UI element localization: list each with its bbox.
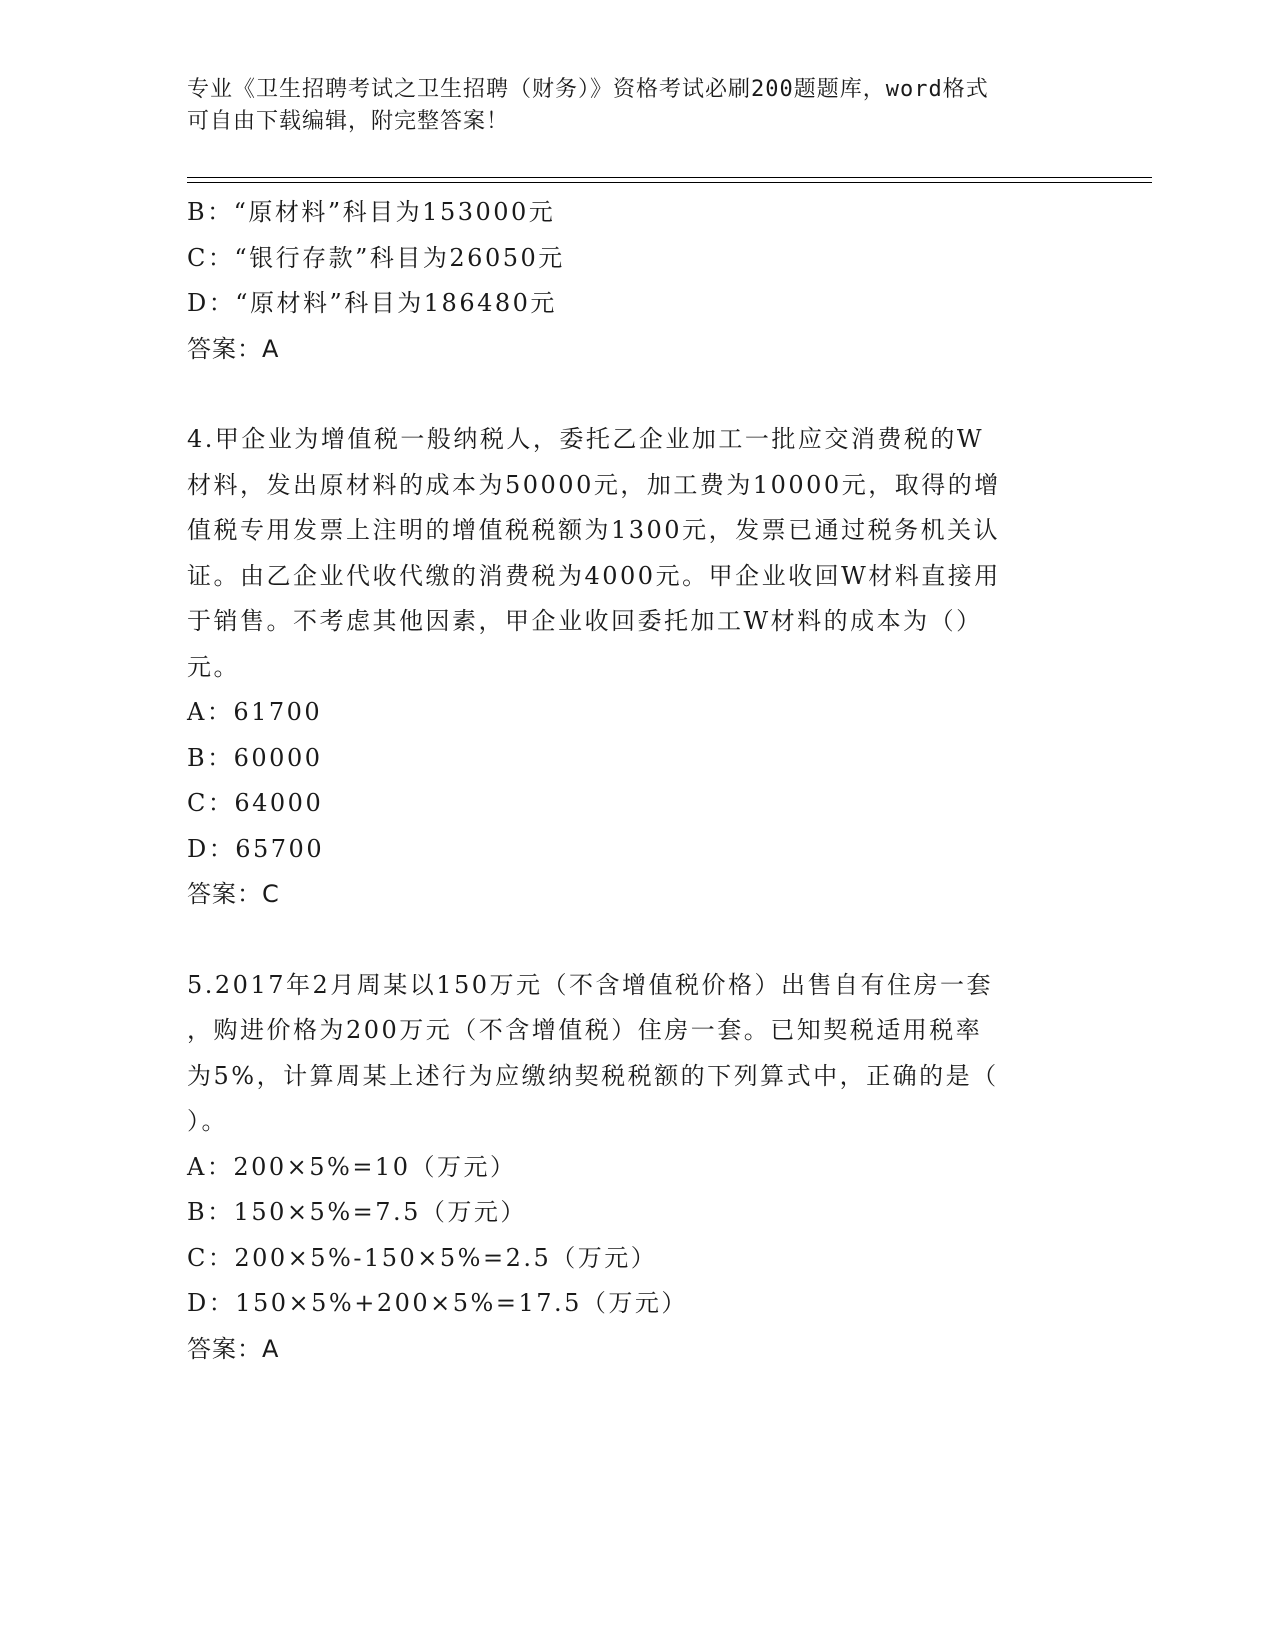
question-5 — [187, 963, 1077, 1373]
q5-stem-line: ）。 — [187, 1107, 228, 1135]
q5-option-a: A：200×5%=10（万元） — [187, 1152, 517, 1181]
q3-option-b: B：“原材料”科目为153000元 — [187, 198, 556, 226]
question-spacer — [187, 918, 1077, 963]
header-divider-top — [187, 177, 1152, 178]
q4-stem — [187, 417, 1077, 690]
q5-answer: 答案：A — [187, 1334, 280, 1363]
q4-option-c: C：64000 — [187, 789, 324, 817]
q5-stem-line: 为5%，计算周某上述行为应缴纳契税税额的下列算式中，正确的是（ — [187, 1061, 999, 1090]
q5-option-b: B：150×5%=7.5（万元） — [187, 1198, 527, 1226]
header-title-line-1: 专业《卫生招聘考试之卫生招聘（财务）》资格考试必刷200题题库，word格式 — [187, 77, 989, 102]
q4-answer: 答案：C — [187, 880, 280, 908]
q4-stem-line: 4.甲企业为增值税一般纳税人，委托乙企业加工一批应交消费税的W — [187, 425, 985, 453]
q5-option-d: D：150×5%+200×5%=17.5（万元） — [187, 1289, 688, 1317]
q4-stem-line: 材料，发出原材料的成本为50000元，加工费为10000元，取得的增 — [187, 470, 1001, 499]
q4-option-a: A：61700 — [187, 698, 323, 726]
question-4 — [187, 417, 1077, 918]
document-header — [187, 74, 1067, 138]
question-3 — [187, 190, 1077, 372]
q5-stem — [187, 963, 1077, 1145]
q4-stem-line: 于销售。不考虑其他因素，甲企业收回委托加工W材料的成本为（） — [187, 607, 983, 635]
q3-option-c: C：“银行存款”科目为26050元 — [187, 243, 565, 272]
q4-option-b: B：60000 — [187, 743, 323, 772]
q4-stem-line: 元。 — [187, 652, 240, 681]
q4-stem-line: 证。由乙企业代收代缴的消费税为4000元。甲企业收回W材料直接用 — [187, 561, 1001, 590]
q5-stem-line: ，购进价格为200万元（不含增值税）住房一套。已知契税适用税率 — [187, 1016, 983, 1044]
q5-option-c: C：200×5%-150×5%=2.5（万元） — [187, 1243, 658, 1272]
q4-option-d: D：65700 — [187, 834, 325, 863]
q5-stem-line: 5.2017年2月周某以150万元（不含增值税价格）出售自有住房一套 — [187, 970, 994, 999]
question-content — [187, 190, 1077, 1372]
q4-stem-line: 值税专用发票上注明的增值税税额为1300元，发票已通过税务机关认 — [187, 516, 1001, 544]
q3-option-d: D：“原材料”科目为186480元 — [187, 289, 557, 317]
header-divider-bottom — [187, 182, 1152, 183]
header-title-line-2: 可自由下载编辑，附完整答案！ — [187, 109, 510, 134]
q3-answer: 答案：A — [187, 334, 280, 363]
question-spacer — [187, 372, 1077, 417]
